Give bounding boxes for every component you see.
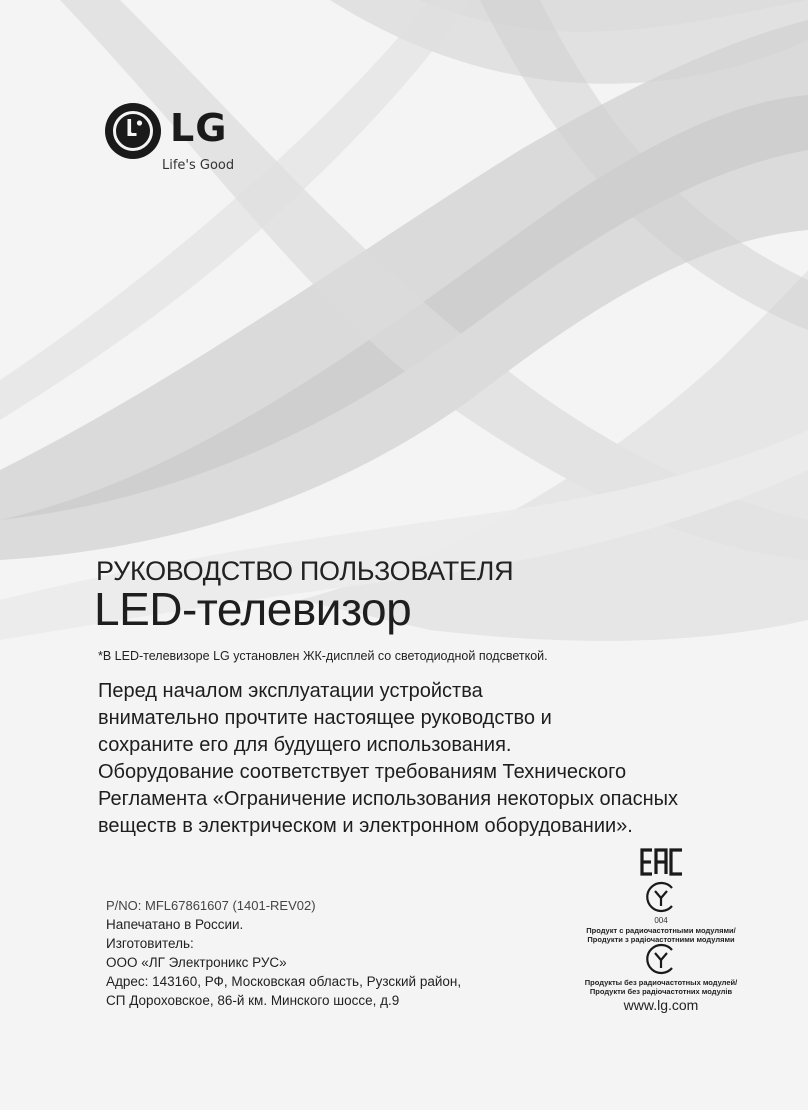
radio-module-number: 004 bbox=[654, 916, 668, 925]
intro-line: Перед началом эксплуатации устройства bbox=[98, 680, 483, 702]
led-note: *В LED-телевизоре LG установлен ЖК-дисплей со светодиодной подсветкой. bbox=[98, 649, 548, 663]
intro-line: Оборудование соответствует требованиям Технического bbox=[98, 761, 627, 783]
product-title: LED-телевизор bbox=[94, 583, 412, 635]
address-line: СП Дороховское, 86-й км. Минского шоссе, д.9 bbox=[106, 993, 400, 1008]
intro-line: сохраните его для будущего использования. bbox=[98, 734, 512, 756]
ukraine-conformity-mark-icon bbox=[644, 942, 678, 976]
address-line: Адрес: 143160, РФ, Московская область, Рузский район, bbox=[106, 974, 462, 989]
intro-line: внимательно прочтите настоящее руководство и bbox=[98, 707, 552, 729]
lg-face-icon bbox=[104, 102, 162, 160]
intro-line: Регламента «Ограничение использования некоторых опасных bbox=[98, 788, 679, 810]
without-radio-text: Продукти без радіочастотних модулів bbox=[589, 987, 733, 996]
intro-text bbox=[98, 678, 758, 840]
ukraine-conformity-mark-icon bbox=[644, 880, 678, 914]
lg-logo bbox=[104, 100, 254, 180]
lg-wordmark: LG bbox=[170, 106, 228, 150]
intro-line: веществ в электрическом и электронном оборудовании». bbox=[98, 815, 633, 837]
manufacturer-label: Изготовитель: bbox=[106, 936, 194, 951]
without-radio-text: Продукты без радиочастотных модулей/ bbox=[584, 978, 738, 987]
with-radio-text: Продукти з радіочастотними модулями bbox=[587, 935, 735, 944]
manufacturer-info bbox=[106, 896, 461, 1010]
manual-title: РУКОВОДСТВО ПОЛЬЗОВАТЕЛЯ bbox=[96, 556, 514, 586]
printed-in: Напечатано в России. bbox=[106, 917, 244, 932]
lg-tagline: Life's Good bbox=[162, 158, 235, 173]
part-number: P/NO: MFL67861607 (1401-REV02) bbox=[106, 898, 316, 913]
website-link[interactable]: www.lg.com bbox=[623, 997, 699, 1013]
eac-mark-icon bbox=[640, 848, 684, 876]
with-radio-text: Продукт с радиочастотными модулями/ bbox=[586, 926, 736, 935]
manufacturer-name: ООО «ЛГ Электроникс РУС» bbox=[106, 955, 287, 970]
